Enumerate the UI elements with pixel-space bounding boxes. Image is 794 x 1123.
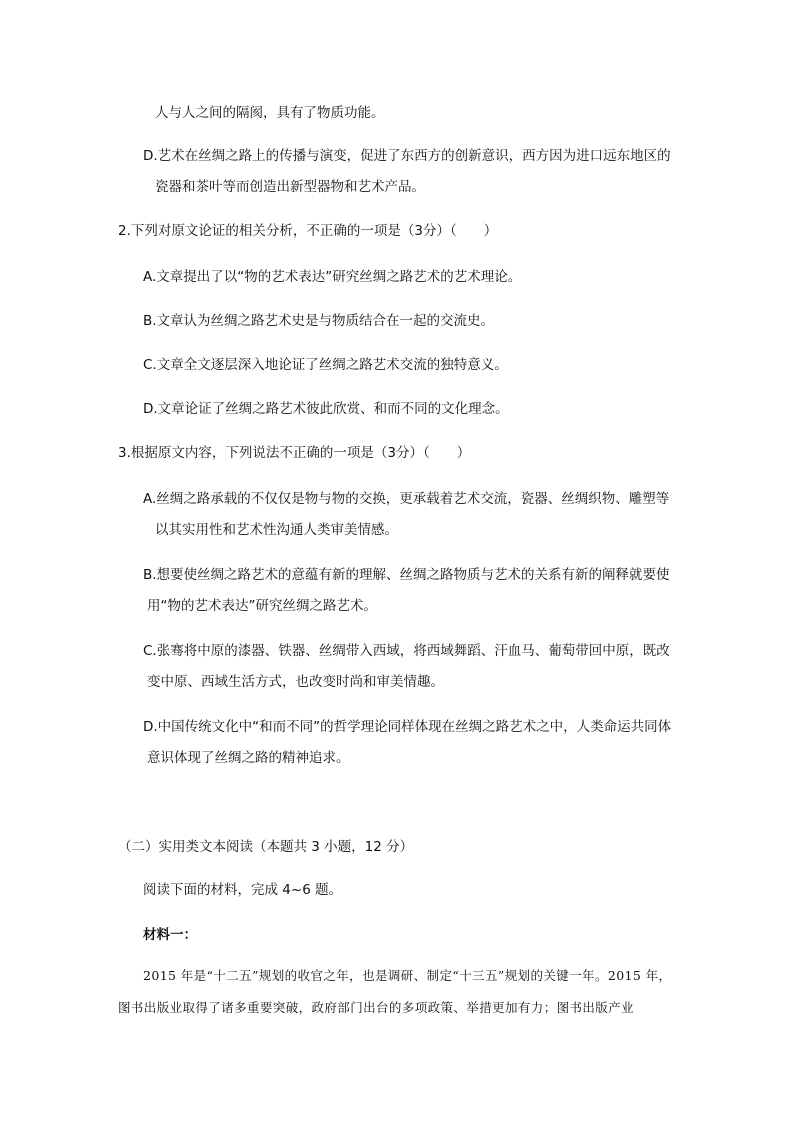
q3-option-d-line1: D.中国传统文化中“和而不同”的哲学理论同样体现在丝绸之路艺术之中，人类命运共同体 xyxy=(143,719,672,735)
q3-option-a-line2: 以其实用性和艺术性沟通人类审美情感。 xyxy=(155,522,398,538)
q2-option-d: D.文章论证了丝绸之路艺术彼此欣赏、和而不同的文化理念。 xyxy=(143,401,509,417)
q1-option-d-line2: 瓷器和茶叶等而创造出新型器物和艺术产品。 xyxy=(155,179,425,195)
q2-option-a: A.文章提出了以“物的艺术表达”研究丝绸之路艺术的艺术理论。 xyxy=(143,269,522,285)
q2-stem: 2.下列对原文论证的相关分析，不正确的一项是（3分）（ ） xyxy=(118,223,498,239)
q2-option-c: C.文章全文逐层深入地论证了丝绸之路艺术交流的独特意义。 xyxy=(143,357,508,373)
section-heading: （二）实用类文本阅读（本题共 3 小题，12 分） xyxy=(118,839,414,855)
q3-option-a-line1: A.丝绸之路承载的不仅仅是物与物的交换，更承载着艺术交流，瓷器、丝绸织物、雕塑等 xyxy=(143,491,670,507)
q1-option-d-line1: D.艺术在丝绸之路上的传播与演变，促进了东西方的创新意识，西方因为进口远东地区的 xyxy=(143,148,671,164)
material-paragraph-line1: 2015 年是“十二五”规划的收官之年，也是调研、制定“十三五”规划的关键一年。2015 年， xyxy=(143,968,672,983)
q3-option-c-line2: 变中原、西域生活方式，也改变时尚和审美情趣。 xyxy=(147,674,444,690)
q1-option-c-continuation: 人与人之间的隔阂，具有了物质功能。 xyxy=(155,105,385,121)
section-instruction: 阅读下面的材料，完成 4~6 题。 xyxy=(143,882,343,898)
material-label: 材料一： xyxy=(143,927,197,943)
q3-option-d-line2: 意识体现了丝绸之路的精神追求。 xyxy=(147,750,350,766)
q2-option-b: B.文章认为丝绸之路艺术史是与物质结合在一起的交流史。 xyxy=(143,313,495,329)
q3-option-b-line1: B.想要使丝绸之路艺术的意蕴有新的理解、丝绸之路物质与艺术的关系有新的阐释就要使 xyxy=(143,567,670,583)
q3-option-c-line1: C.张骞将中原的漆器、铁器、丝绸带入西域，将西域舞蹈、汗血马、葡萄带回中原，既改 xyxy=(143,643,670,659)
q3-option-b-line2: 用“物的艺术表达”研究丝绸之路艺术。 xyxy=(147,598,377,614)
q3-stem: 3.根据原文内容，下列说法不正确的一项是（3分）（ ） xyxy=(118,445,471,461)
material-paragraph-line2: 图书出版业取得了诸多重要突破，政府部门出台的多项政策、举措更加有力；图书出版产业 xyxy=(118,1000,635,1015)
